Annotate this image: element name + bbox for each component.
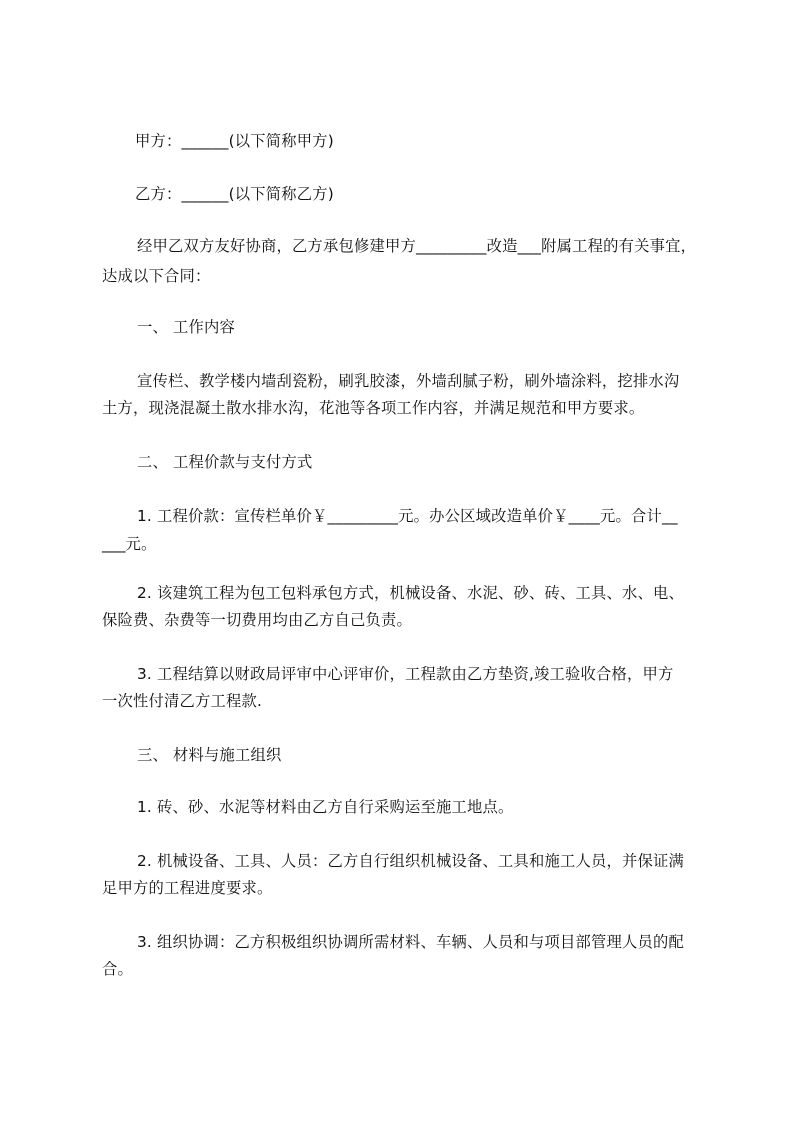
section1-heading: 一、 工作内容	[137, 318, 236, 336]
section2-item2-line-2: 保险费、杂费等一切费用均由乙方自己负责。	[102, 611, 412, 629]
party-a-line: 甲方：______(以下简称甲方)	[135, 132, 334, 150]
intro-line-1: 经甲乙双方友好协商，乙方承包修建甲方_________改造___附属工程的有关事宜，	[137, 237, 697, 255]
section2-heading: 二、 工程价款与支付方式	[137, 453, 313, 471]
section2-item3-line-1: 3. 工程结算以财政局评审中心评审价，工程款由乙方垫资,竣工验收合格，甲方	[137, 665, 674, 683]
section3-item3-line-2: 合。	[102, 960, 133, 978]
section3-item2-line-2: 足甲方的工程进度要求。	[102, 879, 273, 897]
section3-item1-line-1: 1. 砖、砂、水泥等材料由乙方自行采购运至施工地点。	[137, 798, 514, 816]
section2-item1-line-1: 1. 工程价款：宣传栏单价￥_________元。办公区域改造单价￥____元。合计__	[137, 507, 678, 525]
section3-item2-line-1: 2. 机械设备、工具、人员：乙方自行组织机械设备、工具和施工人员，并保证满	[137, 852, 684, 870]
section3-heading: 三、 材料与施工组织	[137, 746, 282, 764]
section2-item1-line-2: ___元。	[102, 535, 157, 553]
section1-body-line-2: 土方，现浇混凝土散水排水沟，花池等各项工作内容，并满足规范和甲方要求。	[102, 399, 645, 417]
party-b-line: 乙方：______(以下简称乙方)	[135, 185, 334, 203]
section1-body-line-1: 宣传栏、教学楼内墙刮瓷粉，刷乳胶漆，外墙刮腻子粉，刷外墙涂料，挖排水沟	[137, 372, 680, 390]
intro-line-2: 达成以下合同：	[102, 267, 211, 285]
section2-item2-line-1: 2. 该建筑工程为包工包料承包方式，机械设备、水泥、砂、砖、工具、水、电、	[137, 584, 684, 602]
section3-item3-line-1: 3. 组织协调：乙方积极组织协调所需材料、车辆、人员和与项目部管理人员的配	[137, 933, 684, 951]
section2-item3-line-2: 一次性付清乙方工程款.	[102, 692, 263, 710]
